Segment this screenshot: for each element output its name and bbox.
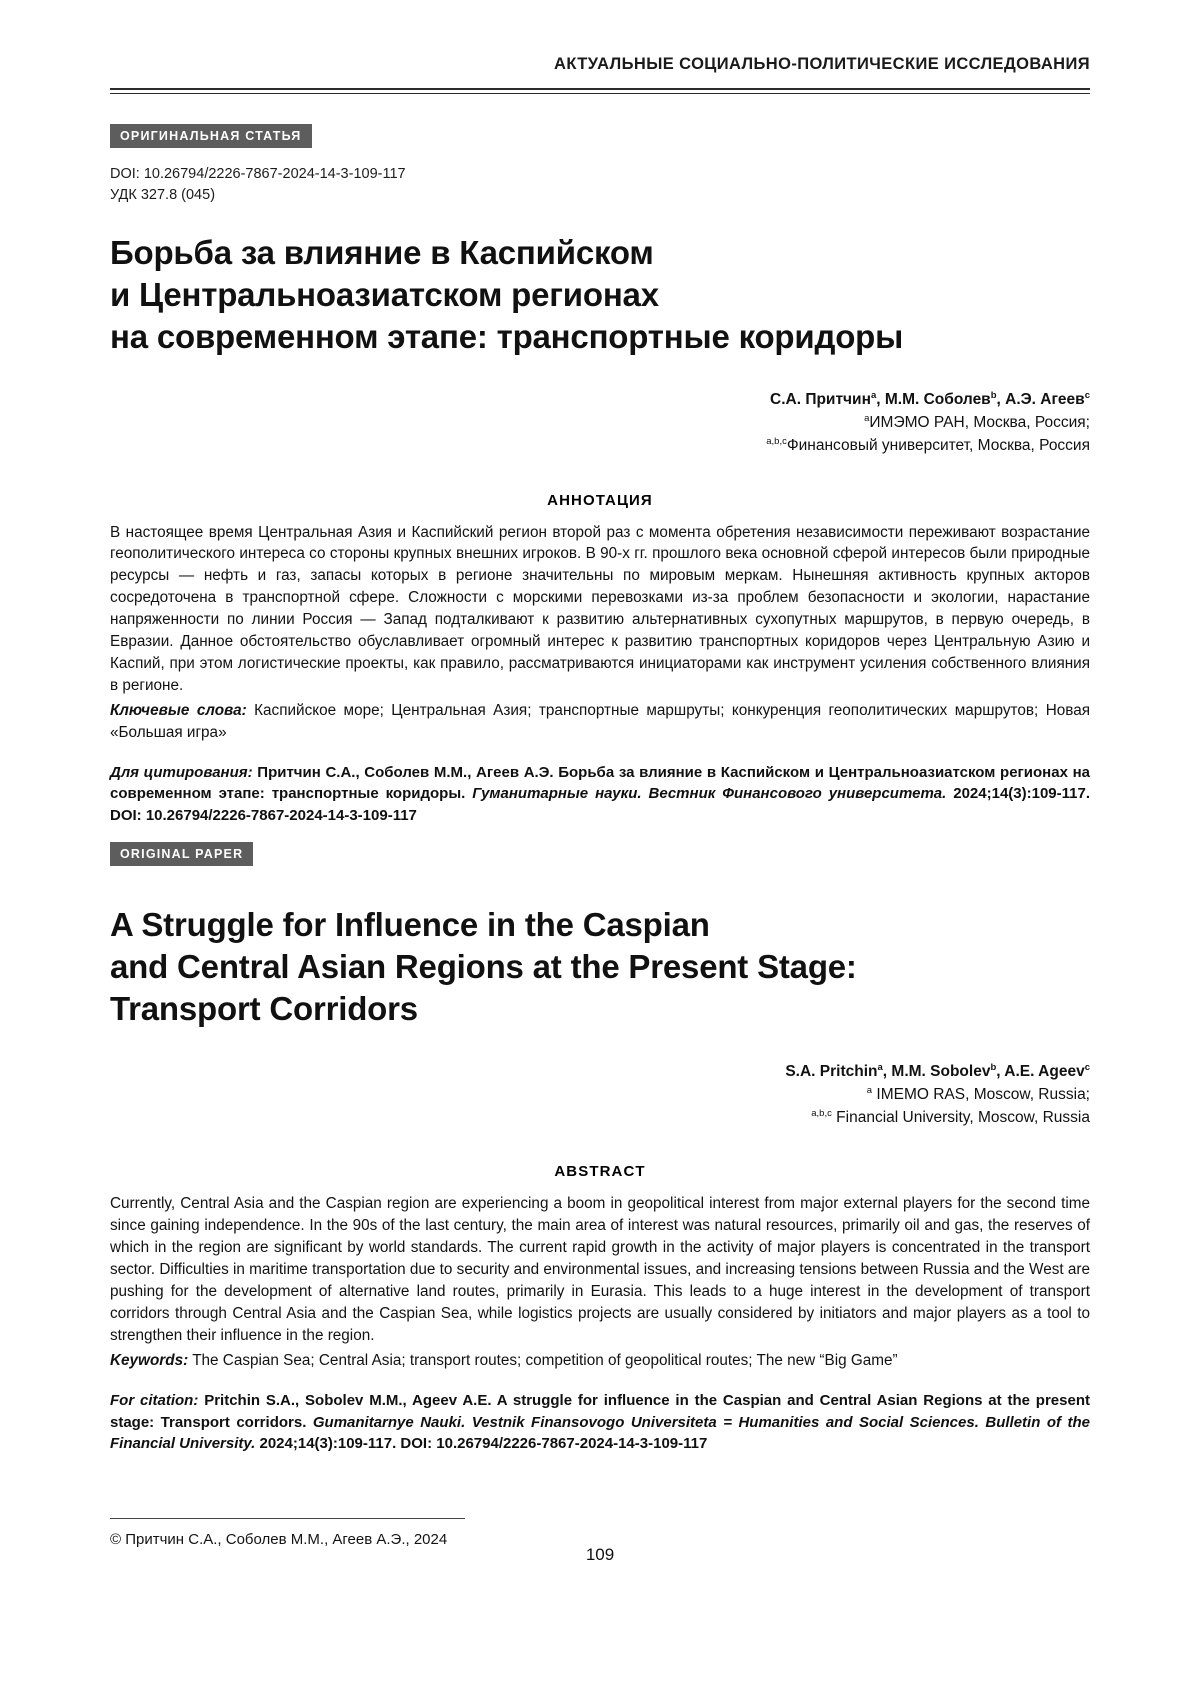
affiliation-ru-2 xyxy=(110,434,1090,457)
keywords-label-ru: Ключевые слова: xyxy=(110,702,247,720)
page-content xyxy=(110,55,1090,1548)
running-head: АКТУАЛЬНЫЕ СОЦИАЛЬНО-ПОЛИТИЧЕСКИЕ ИССЛЕДОВАНИЯ xyxy=(554,55,1090,73)
citation-italic-en: Gumanitarnye Nauki. Vestnik Finansovogo Universiteta = Humanities and Social Sciences. Bulletin of the Financial University. xyxy=(110,1413,1090,1452)
authors-ru: С.А. Притчин$^a$, М.М. Соболев$^b$, А.Э. Агеев$^c$ xyxy=(770,389,1090,408)
keywords-text-ru: Каспийское море; Центральная Азия; транспортные маршруты; конкуренция геополитических маршрутов; Новая «Большая игра» xyxy=(110,702,1091,742)
keywords-ru xyxy=(110,700,1090,744)
badge-original-article-ru: ОРИГИНАЛЬНАЯ СТАТЬЯ xyxy=(110,124,312,148)
title-ru-line-3: на современном этапе: транспортные коридоры xyxy=(110,317,904,355)
authors-en: S.A. Pritchin$^a$, M.M. Sobolev$^b$, A.E. Ageev$^c$ xyxy=(785,1061,1090,1080)
badge-original-paper-en: ORIGINAL PAPER xyxy=(110,842,253,866)
citation-label-en: For citation: xyxy=(110,1392,199,1410)
keywords-en xyxy=(110,1350,1090,1372)
affiliation-ru-2-text: Финансовый университет, Москва, Россия xyxy=(786,437,1090,455)
citation-ru xyxy=(110,762,1090,826)
affiliation-en-2-text: Financial University, Moscow, Russia xyxy=(836,1109,1090,1127)
title-ru-line-2: и Центральноазиатском регионах xyxy=(110,275,659,313)
affiliation-ru-1-text: ИМЭМО РАН, Москва, Россия; xyxy=(869,414,1090,431)
citation-italic-ru: Гуманитарные науки. Вестник Финансового университета. xyxy=(472,785,947,803)
citation-en xyxy=(110,1390,1090,1454)
udk-ru: УДК 327.8 (045) xyxy=(110,187,216,204)
abstract-text-ru: В настоящее время Центральная Азия и Каспийский регион второй раз с момента обретения независимости переживают возрастание геополитического интереса со стороны крупных внешних игроков. В 90-х гг. прошлого века основной сферой интересов были природные ресурсы — нефть и газ, запасы которых в регионе значительны по мировым меркам. Нынешняя активность крупных акторов сосредоточена в транспортной сфере. Сложности с морскими перевозками из-за проблем безопасности и экологии, нарастание напряженности по линии Россия — Запад подталкивают к развитию альтернативных сухопутных маршрутов, в первую очередь, в Евразии. Данное обстоятельство обуславливает огромный интерес к развитию транспортных коридоров через Центральную Азию и Каспий, при этом логистические проекты, как правило, рассматриваются инициаторами как инструмент усиления собственного влияния в регионе. xyxy=(110,523,1090,694)
abstract-label-en: ABSTRACT xyxy=(554,1163,646,1181)
header-divider xyxy=(110,88,1090,94)
citation-tail-en: 2024;14(3):109-117. DOI: 10.26794/2226-7867-2024-14-3-109-117 xyxy=(259,1434,708,1452)
citation-tail-ru: 2024;14(3):109-117. DOI: 10.26794/2226-7867-2024-14-3-109-117 xyxy=(110,785,1090,824)
affiliation-ru-2-mark: a,b,c xyxy=(766,436,787,448)
affiliation-en-1-text: IMEMO RAS, Moscow, Russia; xyxy=(876,1085,1090,1103)
title-en-line-1: A Struggle for Influence in the Caspian xyxy=(110,905,710,943)
abstract-text-en: Currently, Central Asia and the Caspian region are experiencing a boom in geopolitical interest from major external players for the second time since gaining independence. In the 90s of the last century, the main area of interest was natural resources, primarily oil and gas, the reserves of which in the region are significant by world standards. The current rapid growth in the activity of major players is concentrated in the transport sector. Difficulties in maritime transportation due to security and environmental issues, and increasing tensions between Russia and the West are pushing for the development of alternative land routes, primarily in Eurasia. This leads to a huge interest in the development of transport corridors through Central Asia and the Caspian Sea, while logistics projects are usually considered by initiators and major players as a tool to strengthen their influence in the region. xyxy=(110,1195,1090,1344)
citation-label-ru: Для цитирования: xyxy=(110,764,253,782)
doi-ru: DOI: 10.26794/2226-7867-2024-14-3-109-117 xyxy=(110,166,406,182)
affiliation-en-2-mark: a,b,c xyxy=(811,1108,832,1120)
footer-divider xyxy=(110,1518,465,1519)
keywords-text-en: The Caspian Sea; Central Asia; transport routes; competition of geopolitical routes; The new “Big Game” xyxy=(192,1352,898,1370)
citation-bold-en: Pritchin S.A., Sobolev M.M., Ageev A.E. A struggle for influence in the Caspian and Central Asian Regions at the present stage: Transport corridors. xyxy=(110,1392,1090,1431)
citation-bold-ru: Притчин С.А., Соболев М.М., Агеев А.Э. Борьба за влияние в Каспийском и Центральноазиатском регионах на современном этапе: транспортные коридоры. xyxy=(110,764,1090,803)
article-title-ru xyxy=(110,232,1090,358)
title-en-line-3: Transport Corridors xyxy=(110,989,418,1027)
abstract-label-ru: АННОТАЦИЯ xyxy=(547,491,653,509)
copyright-line: © Притчин С.А., Соболев М.М., Агеев А.Э., 2024 xyxy=(110,1531,448,1549)
affiliation-en-1 xyxy=(110,1083,1090,1106)
affiliation-ru-1 xyxy=(110,411,1090,434)
affiliation-en-2 xyxy=(110,1106,1090,1129)
page-number: 109 xyxy=(585,1545,615,1564)
article-title-en xyxy=(110,904,1090,1030)
title-en-line-2: and Central Asian Regions at the Present Stage: xyxy=(110,947,857,985)
keywords-label-en: Keywords: xyxy=(110,1352,189,1370)
title-ru-line-1: Борьба за влияние в Каспийском xyxy=(110,234,654,272)
affiliation-ru-1-mark: a xyxy=(864,412,870,424)
affiliation-en-1-mark: a xyxy=(866,1084,873,1096)
